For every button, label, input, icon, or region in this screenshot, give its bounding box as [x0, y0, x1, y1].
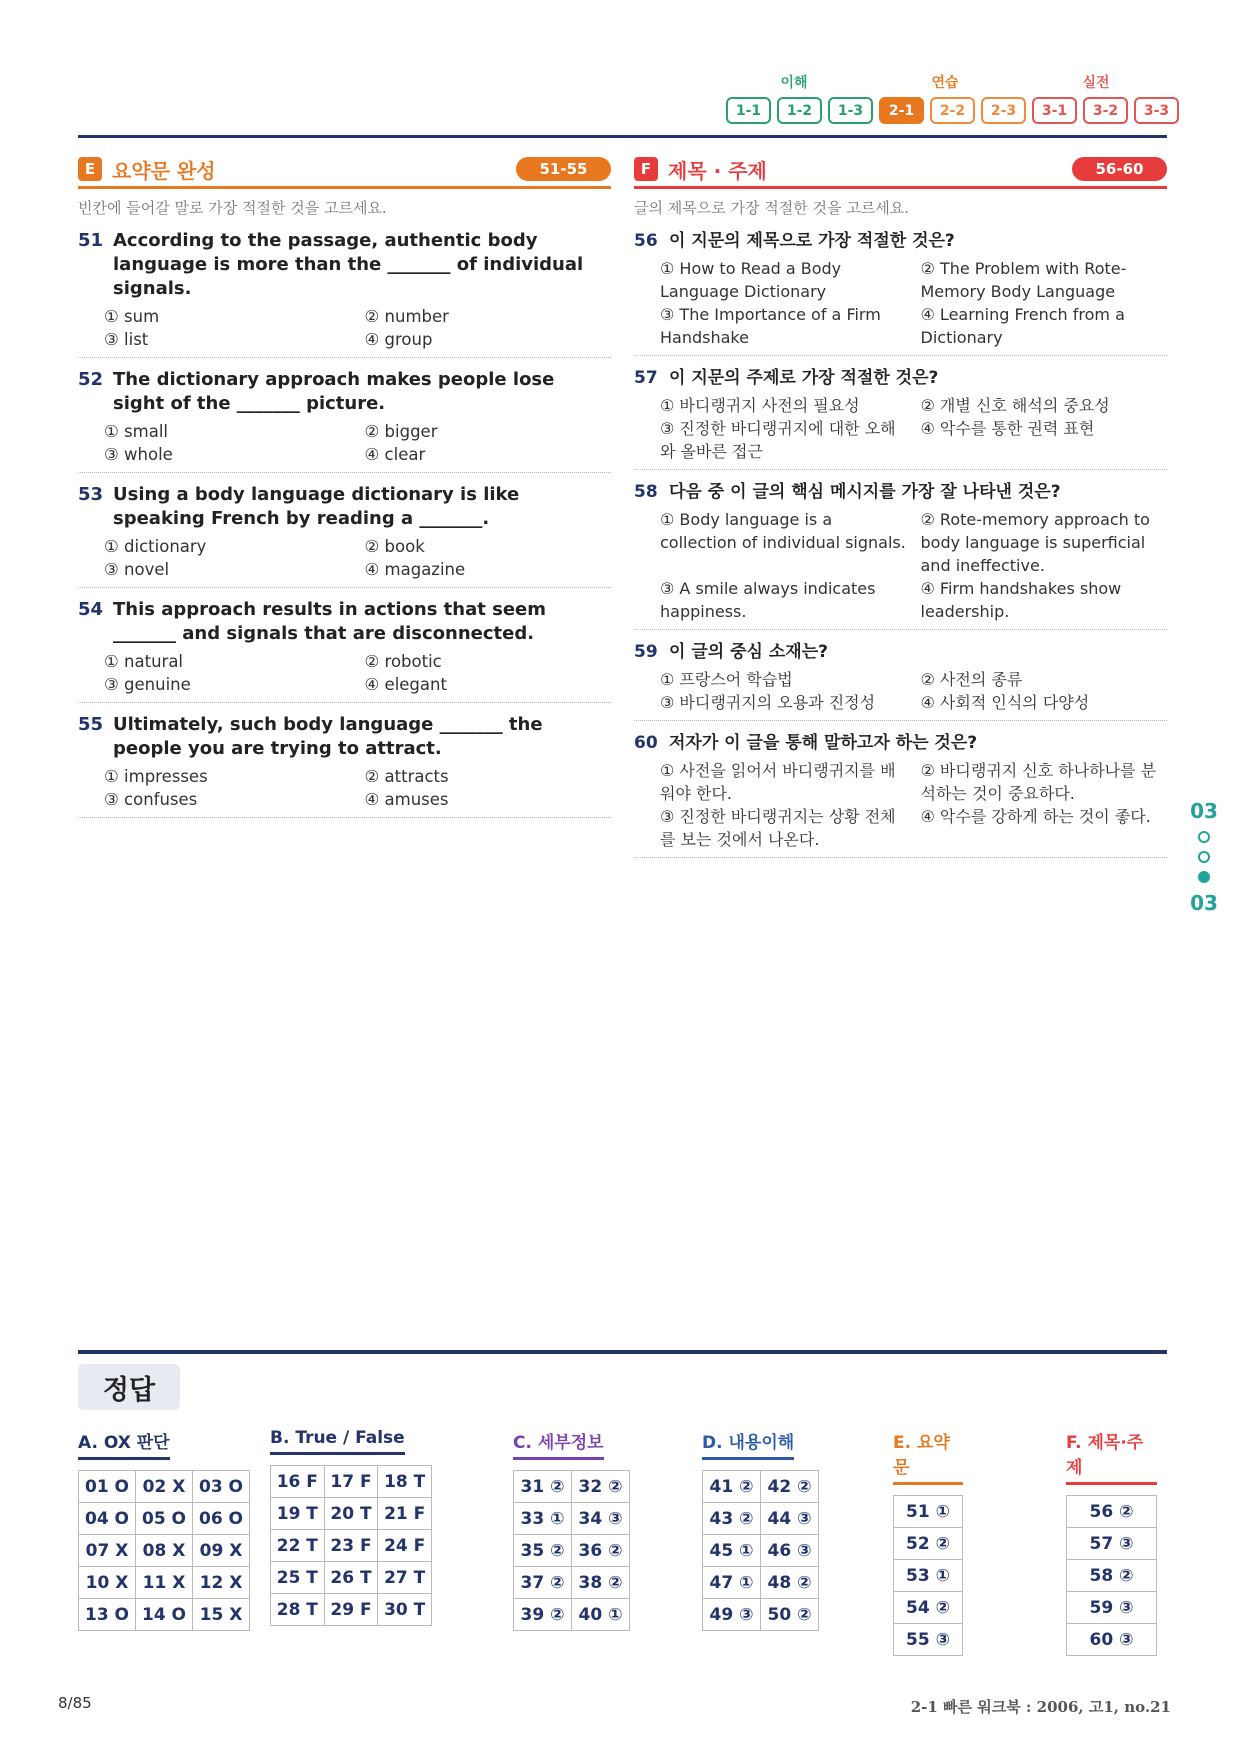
question-item	[634, 356, 1167, 470]
section-title: 제목 · 주제	[668, 158, 767, 183]
question-number: 52	[78, 369, 104, 390]
answer-cell: 48 ②	[761, 1567, 819, 1599]
answer-group	[513, 1428, 630, 1631]
answer-cell: 44 ③	[761, 1503, 819, 1535]
question-number: 53	[78, 484, 104, 505]
level-button-2-1[interactable]: 2-1	[879, 97, 924, 124]
answer-option[interactable]: ③ 진정한 바디랭귀지는 상황 전체를 보는 것에서 나온다.	[660, 807, 896, 849]
answer-cell: 09 X	[193, 1535, 250, 1567]
answer-option[interactable]: ④ magazine	[364, 560, 466, 579]
answer-grid	[513, 1470, 630, 1631]
answer-cell: 60 ③	[1067, 1624, 1157, 1656]
question-text: According to the passage, authentic body language is more than the _______ of individual signals.	[113, 230, 584, 299]
answer-cell: 05 O	[136, 1503, 193, 1535]
answer-grid	[78, 1470, 250, 1631]
question-stem	[78, 483, 611, 531]
answer-cell: 57 ③	[1067, 1528, 1157, 1560]
answer-group	[1066, 1428, 1157, 1656]
answer-group	[270, 1428, 432, 1626]
answer-group	[702, 1428, 819, 1631]
answer-cell: 55 ③	[894, 1624, 963, 1656]
progress-dot-empty	[1198, 851, 1210, 863]
question-text: 이 글의 중심 소재는?	[669, 642, 828, 662]
answer-option[interactable]: ① natural	[104, 652, 184, 671]
question-range-badge: 56-60	[1072, 157, 1167, 181]
answer-cell: 47 ①	[703, 1567, 761, 1599]
page-number: 8/85	[58, 1694, 92, 1712]
answer-cell: 58 ②	[1067, 1560, 1157, 1592]
answer-cell: 27 T	[378, 1562, 432, 1594]
answer-cell: 36 ②	[572, 1535, 630, 1567]
answer-option[interactable]: ③ 바디랭귀지의 오용과 진정성	[660, 693, 876, 712]
answer-cell: 56 ②	[1067, 1496, 1157, 1528]
question-stem	[634, 731, 1167, 755]
level-button-2-2[interactable]: 2-2	[930, 97, 975, 124]
answer-cell: 15 X	[193, 1599, 250, 1631]
level-button-3-1[interactable]: 3-1	[1032, 97, 1077, 124]
section-divider	[634, 186, 1167, 189]
answer-option[interactable]: ② robotic	[364, 652, 442, 671]
answer-cell: 49 ③	[703, 1599, 761, 1631]
answer-option[interactable]: ① impresses	[104, 767, 208, 786]
answer-option[interactable]: ① dictionary	[104, 537, 207, 556]
answer-option[interactable]: ① small	[104, 422, 168, 441]
answer-options	[78, 765, 611, 811]
answer-option[interactable]: ④ Learning French from a Dictionary	[920, 305, 1125, 347]
answer-cell: 42 ②	[761, 1471, 819, 1503]
answer-options	[634, 508, 1167, 623]
answer-option[interactable]: ③ The Importance of a Firm Handshake	[660, 305, 881, 347]
answer-option[interactable]: ① sum	[104, 307, 160, 326]
unit-number: 03	[1190, 891, 1218, 915]
question-stem	[634, 480, 1167, 504]
answer-group-heading: D. 내용이해	[702, 1428, 794, 1460]
answer-group-heading: F. 제목·주제	[1066, 1428, 1157, 1485]
answer-options	[634, 394, 1167, 463]
answer-cell: 07 X	[79, 1535, 136, 1567]
answer-cell: 28 T	[271, 1594, 325, 1626]
answer-group-heading: E. 요약문	[893, 1428, 963, 1485]
answer-option[interactable]: ② 개별 신호 해석의 중요성	[920, 396, 1110, 415]
answer-option[interactable]: ② attracts	[364, 767, 449, 786]
answer-options	[78, 420, 611, 466]
answer-option[interactable]: ③ whole	[104, 445, 173, 464]
question-item	[78, 473, 611, 588]
answer-option[interactable]: ② bigger	[364, 422, 438, 441]
answer-option[interactable]: ④ clear	[364, 445, 426, 464]
progress-dot-empty	[1198, 831, 1210, 843]
answer-cell: 46 ③	[761, 1535, 819, 1567]
answer-cell: 45 ①	[703, 1535, 761, 1567]
answer-options	[78, 535, 611, 581]
answer-option[interactable]: ① 사전을 읽어서 바디랭귀지를 배워야 한다.	[660, 761, 896, 803]
answer-cell: 52 ②	[894, 1528, 963, 1560]
answers-title: 정답	[78, 1364, 180, 1410]
answer-option[interactable]: ③ genuine	[104, 675, 191, 694]
question-number: 60	[634, 733, 658, 753]
answer-option[interactable]: ③ novel	[104, 560, 170, 579]
answer-cell: 22 T	[271, 1530, 325, 1562]
question-text: 다음 중 이 글의 핵심 메시지를 가장 잘 나타낸 것은?	[669, 482, 1061, 502]
question-number: 54	[78, 599, 104, 620]
answer-option[interactable]: ③ A smile always indicates happiness.	[660, 579, 876, 621]
answer-option[interactable]: ② Rote-memory approach to body language is superficial and ineffective.	[920, 510, 1150, 575]
level-button-1-2[interactable]: 1-2	[777, 97, 822, 124]
level-button-1-1[interactable]: 1-1	[726, 97, 771, 124]
question-text: 이 지문의 제목으로 가장 적절한 것은?	[669, 231, 955, 251]
answer-cell: 17 F	[325, 1466, 379, 1498]
question-text: Using a body language dictionary is like speaking French by reading a _______.	[113, 484, 520, 529]
answer-option[interactable]: ④ 악수를 통한 권력 표현	[920, 419, 1095, 438]
answer-cell: 39 ②	[514, 1599, 572, 1631]
question-number: 51	[78, 230, 104, 251]
answer-option[interactable]: ③ confuses	[104, 790, 198, 809]
question-text: The dictionary approach makes people lose sight of the _______ picture.	[113, 369, 555, 414]
answer-cell: 41 ②	[703, 1471, 761, 1503]
level-button-2-3[interactable]: 2-3	[981, 97, 1026, 124]
answer-cell: 18 T	[378, 1466, 432, 1498]
question-stem	[78, 713, 611, 761]
question-item	[634, 219, 1167, 356]
question-number: 55	[78, 714, 104, 735]
section-title: 요약문 완성	[112, 158, 216, 183]
level-heading: 연습	[931, 75, 959, 91]
answer-cell: 23 F	[325, 1530, 379, 1562]
answer-grid	[893, 1495, 963, 1656]
answer-cell: 31 ②	[514, 1471, 572, 1503]
section-divider	[78, 186, 611, 189]
question-text: Ultimately, such body language _______ the people you are trying to attract.	[113, 714, 543, 759]
answer-group-heading: C. 세부정보	[513, 1428, 604, 1460]
answer-cell: 04 O	[79, 1503, 136, 1535]
answer-group-heading: B. True / False	[270, 1428, 405, 1455]
answer-cell: 03 O	[193, 1471, 250, 1503]
level-heading: 실전	[1082, 75, 1110, 91]
chapter-number: 03	[1190, 799, 1218, 823]
answer-options	[634, 668, 1167, 714]
answer-option[interactable]: ④ 사회적 인식의 다양성	[920, 693, 1090, 712]
question-stem	[78, 368, 611, 416]
level-button-3-2[interactable]: 3-2	[1083, 97, 1128, 124]
answer-cell: 01 O	[79, 1471, 136, 1503]
answer-cell: 02 X	[136, 1471, 193, 1503]
level-navigation	[726, 97, 1179, 124]
answer-option[interactable]: ② 바디랭귀지 신호 하나하나를 분석하는 것이 중요하다.	[920, 761, 1157, 803]
section-header	[78, 154, 611, 184]
answer-cell: 06 O	[193, 1503, 250, 1535]
answer-option[interactable]: ④ group	[364, 330, 433, 349]
answer-cell: 30 T	[378, 1594, 432, 1626]
answer-option[interactable]: ③ list	[104, 330, 149, 349]
question-stem	[634, 366, 1167, 390]
answer-grid	[270, 1465, 432, 1626]
section-header	[634, 154, 1167, 184]
answer-option[interactable]: ② book	[364, 537, 425, 556]
answer-option[interactable]: ① 바디랭귀지 사전의 필요성	[660, 396, 860, 415]
answer-cell: 08 X	[136, 1535, 193, 1567]
answer-grid	[702, 1470, 819, 1631]
level-button-3-3[interactable]: 3-3	[1134, 97, 1179, 124]
answer-cell: 26 T	[325, 1562, 379, 1594]
answer-option[interactable]: ① Body language is a collection of individual signals.	[660, 510, 906, 552]
question-stem	[78, 598, 611, 646]
question-item	[634, 470, 1167, 630]
progress-dot-filled	[1198, 871, 1210, 883]
question-text: This approach results in actions that seem _______ and signals that are disconnected.	[113, 599, 546, 644]
answer-cell: 13 O	[79, 1599, 136, 1631]
question-item	[78, 219, 611, 358]
answer-cell: 34 ③	[572, 1503, 630, 1535]
question-stem	[78, 229, 611, 301]
question-list	[634, 219, 1167, 858]
question-stem	[634, 229, 1167, 253]
answer-cell: 24 F	[378, 1530, 432, 1562]
answer-option[interactable]: ① How to Read a Body Language Dictionary	[660, 259, 842, 301]
question-number: 58	[634, 482, 658, 502]
answer-options	[634, 257, 1167, 349]
answer-cell: 40 ①	[572, 1599, 630, 1631]
answer-group	[893, 1428, 963, 1656]
answer-options	[78, 650, 611, 696]
answer-cell: 10 X	[79, 1567, 136, 1599]
answer-option[interactable]: ④ 악수를 강하게 하는 것이 좋다.	[920, 807, 1151, 826]
answer-option[interactable]: ② number	[364, 307, 449, 326]
level-button-1-3[interactable]: 1-3	[828, 97, 873, 124]
question-number: 59	[634, 642, 658, 662]
answer-option[interactable]: ② 사전의 종류	[920, 670, 1023, 689]
answer-cell: 25 T	[271, 1562, 325, 1594]
answer-group-heading: A. OX 판단	[78, 1428, 170, 1460]
answer-options	[634, 759, 1167, 851]
answer-cell: 20 T	[325, 1498, 379, 1530]
top-divider	[78, 135, 1167, 138]
footer-title: 2-1 빠른 워크북 : 2006, 고1, no.21	[910, 1698, 1171, 1716]
answer-cell: 43 ②	[703, 1503, 761, 1535]
question-text: 저자가 이 글을 통해 말하고자 하는 것은?	[669, 733, 978, 753]
answer-cell: 19 T	[271, 1498, 325, 1530]
answer-cell: 54 ②	[894, 1592, 963, 1624]
answer-cell: 50 ②	[761, 1599, 819, 1631]
level-heading: 이해	[780, 75, 808, 91]
section-title-theme	[634, 154, 1167, 858]
answer-cell: 16 F	[271, 1466, 325, 1498]
question-number: 57	[634, 368, 658, 388]
answer-cell: 37 ②	[514, 1567, 572, 1599]
question-item	[634, 721, 1167, 858]
answer-cell: 51 ①	[894, 1496, 963, 1528]
answer-options	[78, 305, 611, 351]
answer-option[interactable]: ④ Firm handshakes show leadership.	[920, 579, 1122, 621]
question-item	[78, 588, 611, 703]
answers-divider	[78, 1350, 1167, 1354]
question-range-badge: 51-55	[516, 157, 611, 181]
question-item	[78, 703, 611, 818]
answer-option[interactable]: ② The Problem with Rote-Memory Body Language	[920, 259, 1127, 301]
answer-cell: 32 ②	[572, 1471, 630, 1503]
answer-cell: 59 ③	[1067, 1592, 1157, 1624]
answer-cell: 21 F	[378, 1498, 432, 1530]
answer-cell: 53 ①	[894, 1560, 963, 1592]
answer-cell: 35 ②	[514, 1535, 572, 1567]
question-number: 56	[634, 231, 658, 251]
section-badge: F	[634, 157, 658, 181]
chapter-side-tab	[1186, 799, 1222, 915]
question-stem	[634, 640, 1167, 664]
answer-cell: 12 X	[193, 1567, 250, 1599]
answer-option[interactable]: ① 프랑스어 학습법	[660, 670, 793, 689]
answer-cell: 33 ①	[514, 1503, 572, 1535]
question-list	[78, 219, 611, 818]
section-instruction: 빈칸에 들어갈 말로 가장 적절한 것을 고르세요.	[78, 199, 387, 217]
answer-option[interactable]: ④ amuses	[364, 790, 449, 809]
section-summary	[78, 154, 611, 818]
question-text: 이 지문의 주제로 가장 적절한 것은?	[669, 368, 939, 388]
section-instruction: 글의 제목으로 가장 적절한 것을 고르세요.	[634, 199, 909, 217]
answer-cell: 11 X	[136, 1567, 193, 1599]
answer-cell: 38 ②	[572, 1567, 630, 1599]
question-item	[78, 358, 611, 473]
answer-cell: 29 F	[325, 1594, 379, 1626]
answer-option[interactable]: ③ 진정한 바디랭귀지에 대한 오해와 올바른 접근	[660, 419, 896, 461]
section-badge: E	[78, 157, 102, 181]
answer-cell: 14 O	[136, 1599, 193, 1631]
answer-group	[78, 1428, 250, 1631]
answer-grid	[1066, 1495, 1157, 1656]
answer-option[interactable]: ④ elegant	[364, 675, 447, 694]
question-item	[634, 630, 1167, 721]
